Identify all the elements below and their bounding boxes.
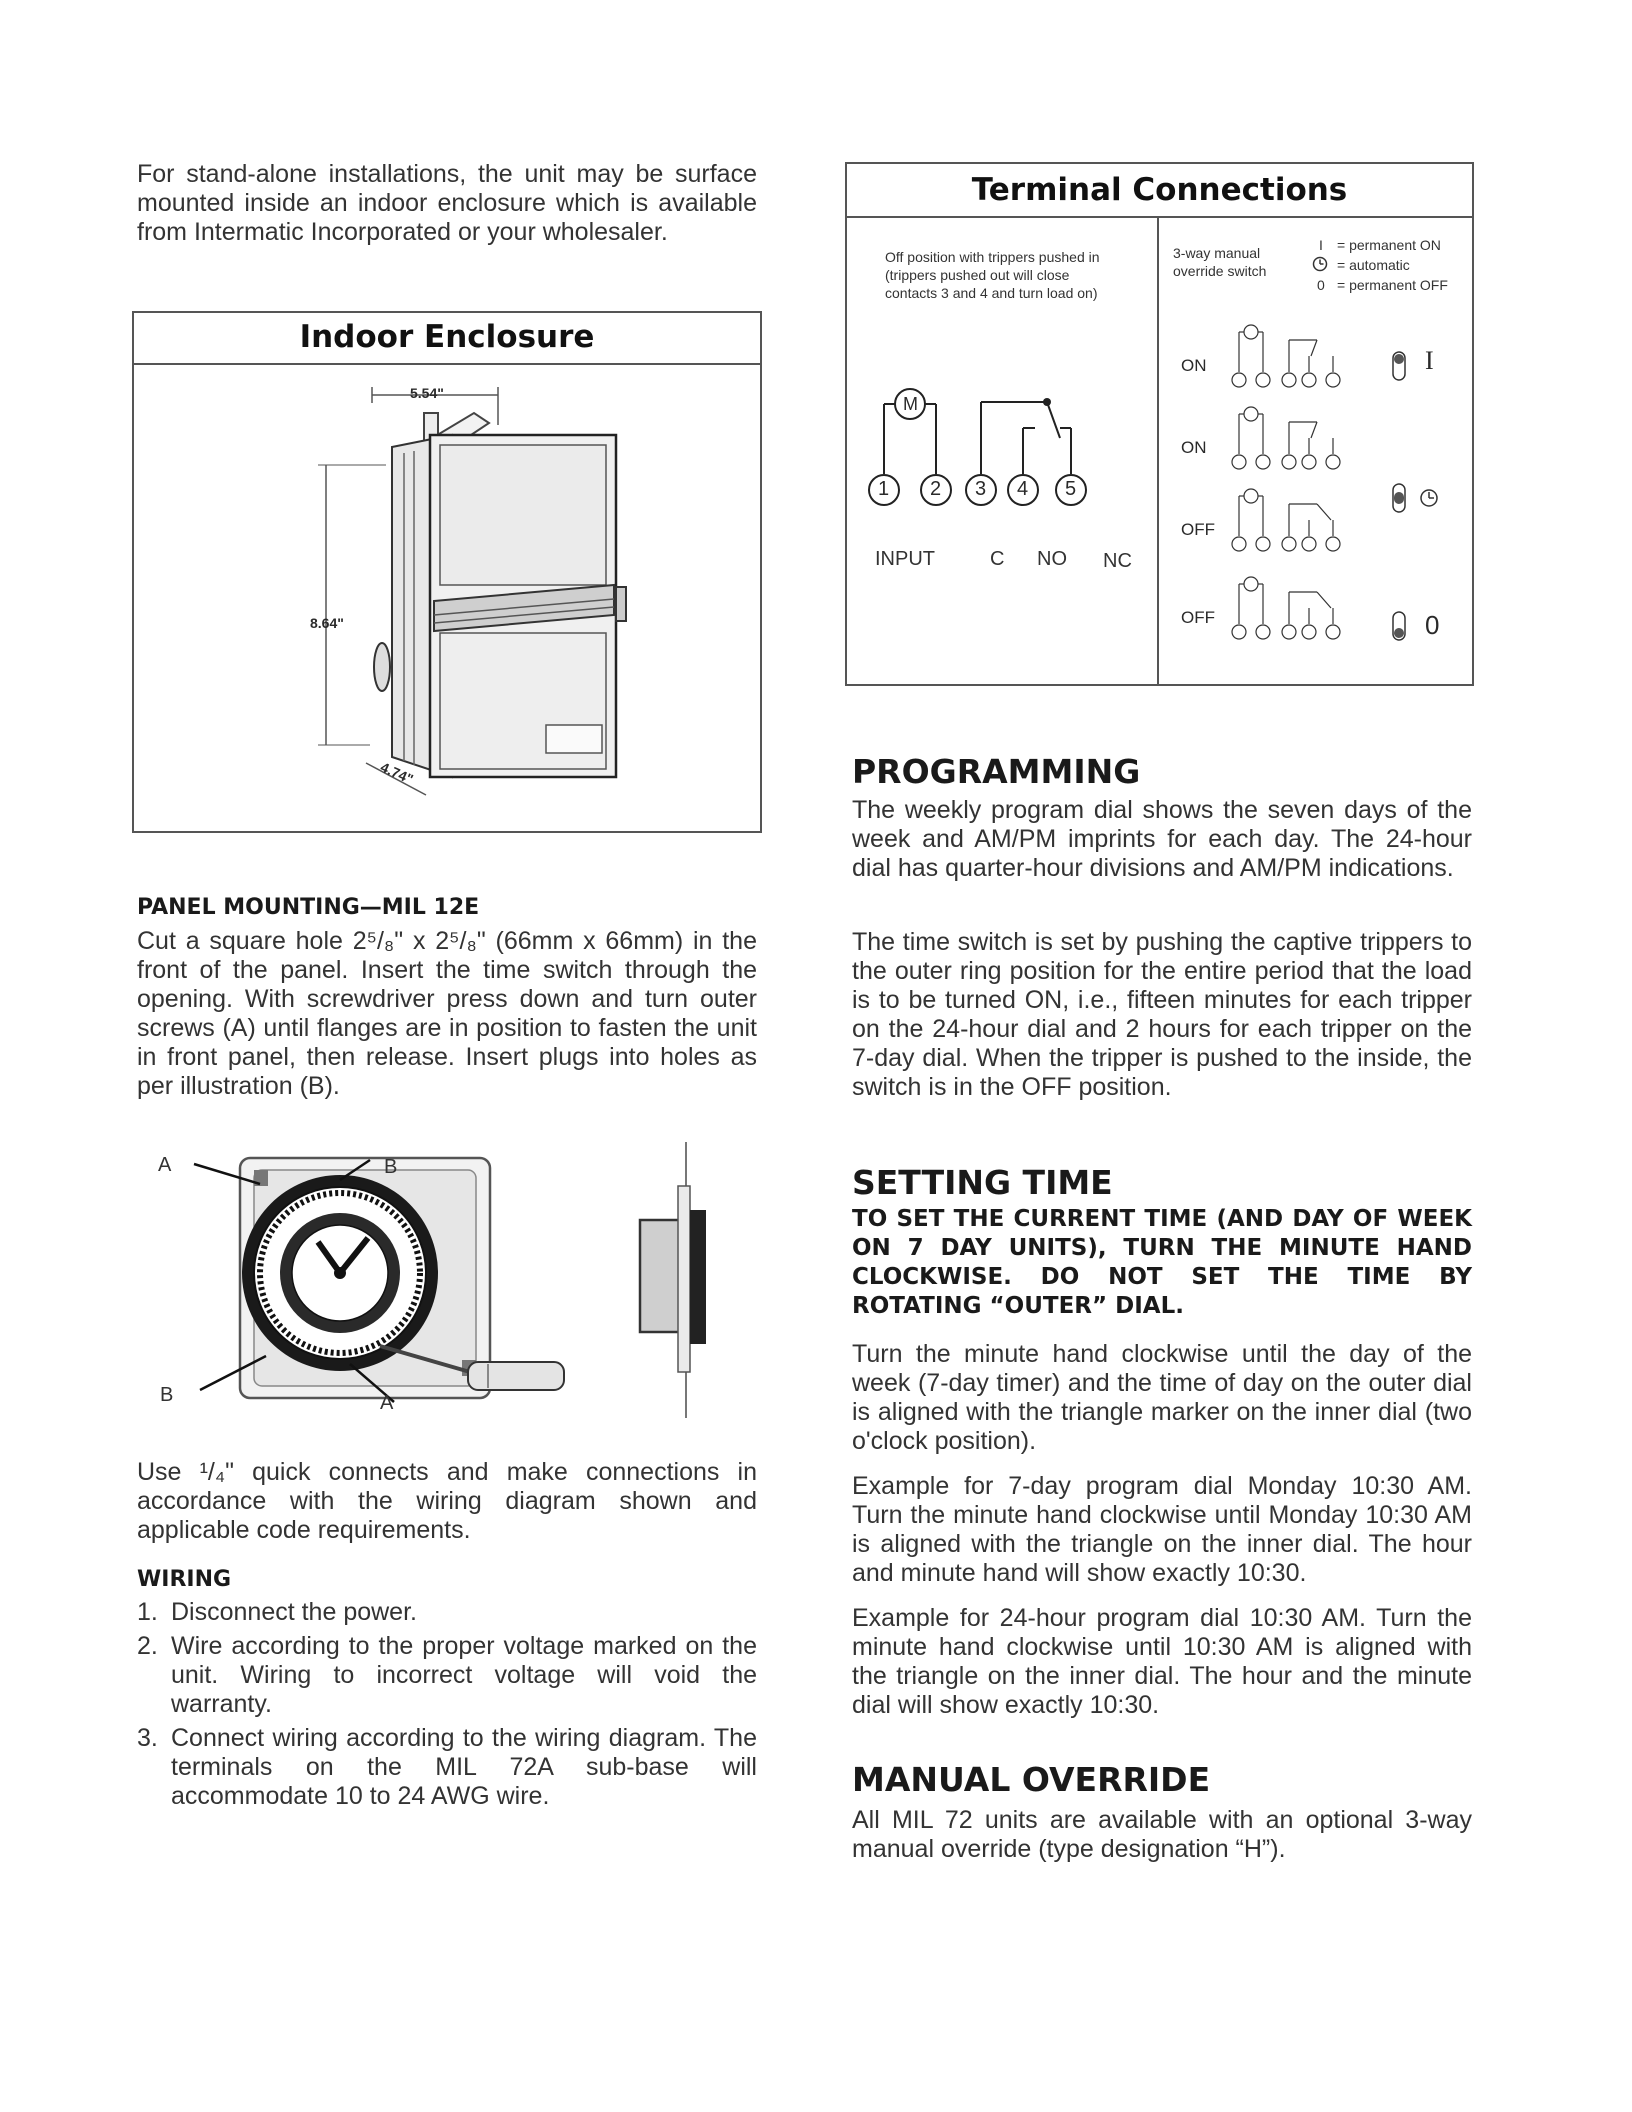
override-switch-label: 3-way manual override switch [1173,245,1267,279]
label-c: C [990,548,1005,570]
terminal-connections-box [845,162,1474,686]
panel-mounting-body: Cut a square hole 2⁵/₈" x 2⁵/₈" (66mm x 66mm) in the front of the panel. Insert the time switch through the opening. With screwdriver press down and turn outer screws (A) until flanges are in position to fasten the unit in front panel, then release. Insert plugs into holes as per illustration (B). [137,927,757,1100]
wiring-step-1: 1. Disconnect the power. [137,1598,417,1626]
legend-off-symbol: 0 [1317,277,1325,293]
terminal-2: 2 [930,478,942,500]
legend-on-symbol: I [1319,237,1323,253]
indoor-enclosure-box [132,311,762,833]
dimension-height-label: 8.64" [310,615,344,631]
intro-paragraph: For stand-alone installations, the unit may be surface mounted inside an indoor enclosure which is available from Intermatic Incorporated or your wholesaler. [137,160,757,246]
legend-on-text: = permanent ON [1337,237,1441,253]
label-input: INPUT [875,548,935,570]
label-nc: NC [1103,550,1132,572]
terminal-4: 4 [1017,478,1029,500]
panel-mount-figure [140,1140,760,1420]
label-no: NO [1037,548,1067,570]
manual-override-body: All MIL 72 units are available with an optional 3-way manual override (type designation “H”). [852,1806,1472,1863]
state-label-3: OFF [1181,520,1215,539]
panel-mounting-heading: PANEL MOUNTING—MIL 12E [137,895,480,920]
off-position-note: Off position with trippers pushed in (trippers pushed out will close contacts 3 and 4 and turn load on) [885,249,1100,301]
manual-override-heading: MANUAL OVERRIDE [852,1760,1211,1799]
switch-off-symbol: 0 [1425,610,1440,640]
clock-icon [1312,256,1328,272]
quick-connects-paragraph: Use ¹/₄" quick connects and make connections in accordance with the wiring diagram shown and applicable code requirements. [137,1458,757,1544]
terminal-1: 1 [878,478,890,500]
dimension-depth-label: 4.74" [378,758,416,788]
state-label-4: OFF [1181,608,1215,627]
setting-time-p2: Example for 7-day program dial Monday 10:30 AM. Turn the minute hand clockwise until Monday 10:30 AM is aligned with the triangle on the inner dial. The hour and minute hand will show exactly 10:30. [852,1472,1472,1587]
wiring-heading: WIRING [137,1567,232,1592]
switch-on-symbol: I [1425,346,1434,375]
label-a-top: A [158,1154,172,1176]
motor-label: M [903,394,918,414]
terminal-5: 5 [1065,478,1077,500]
main-wiring-diagram [857,384,1157,544]
label-b-bottom: B [160,1384,174,1406]
setting-time-p1: Turn the minute hand clockwise until the day of the week (7-day timer) and the time of day on the outer dial is aligned with the triangle marker on the inner dial (two o'clock position). [852,1340,1472,1455]
setting-time-heading: SETTING TIME [852,1163,1113,1202]
programming-p1: The weekly program dial shows the seven days of the week and AM/PM imprints for each day. The 24-hour dial has quarter-hour divisions and AM/PM indications. [852,796,1472,882]
terminal-connections-title: Terminal Connections [971,172,1348,208]
setting-time-p3: Example for 24-hour program dial 10:30 AM. Turn the minute hand clockwise until 10:30 AM is aligned with the triangle on the inner dial. The hour and the minute dial will show exactly 10:30. [852,1604,1472,1719]
wiring-step-3: 3. Connect wiring according to the wiring diagram. The terminals on the MIL 72A sub-base will accommodate 10 to 24 AWG wire. [137,1724,757,1810]
setting-time-subheading: TO SET THE CURRENT TIME (AND DAY OF WEEK ON 7 DAY UNITS), TURN THE MINUTE HAND CLOCKWISE. DO NOT SET THE TIME BY ROTATING “OUTER” DIAL. [852,1206,1472,1319]
state-label-2: ON [1181,438,1207,457]
programming-p2: The time switch is set by pushing the captive trippers to the outer ring position for the entire period that the load is to be turned ON, i.e., fifteen minutes for each tripper on the 24-hour dial and 2 hours for each tripper on the 7-day dial. When the tripper is pushed to the inside, the switch is in the OFF position. [852,928,1472,1101]
label-b-top: B [384,1156,398,1178]
wiring-step-2: 2. Wire according to the proper voltage marked on the unit. Wiring to incorrect voltage will void the warranty. [137,1632,757,1718]
programming-heading: PROGRAMMING [852,752,1141,791]
legend-off-text: = permanent OFF [1337,277,1448,293]
legend-auto-text: = automatic [1337,257,1410,273]
state-label-1: ON [1181,356,1207,375]
enclosure-drawing [134,365,760,833]
label-a-bottom: A [380,1392,394,1414]
terminal-3: 3 [975,478,987,500]
indoor-enclosure-title: Indoor Enclosure [299,319,595,355]
dimension-width-label: 5.54" [410,385,444,401]
